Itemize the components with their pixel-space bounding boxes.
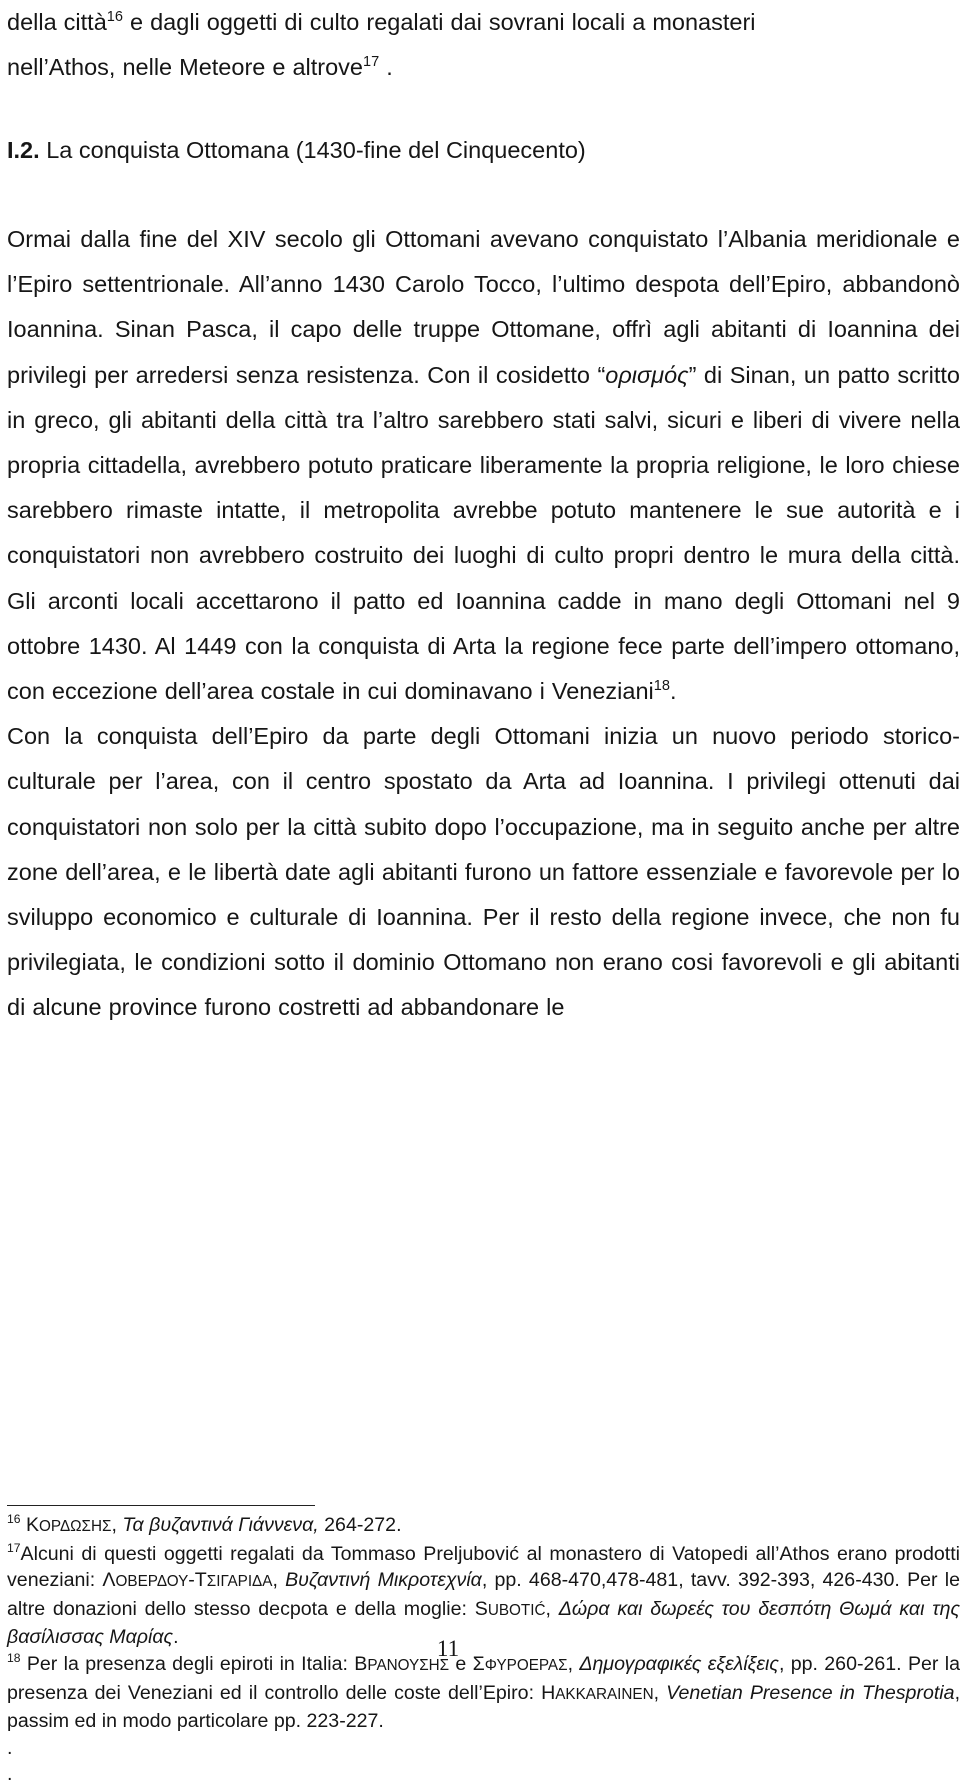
footnote-number: 17 [7,1541,21,1556]
page-number: 11 [436,1636,460,1661]
top-lines [7,0,960,90]
text-span: Per la presenza degli epiroti in Italia: Β [20,1652,368,1675]
text-span: nell’Athos, nelle Meteore e altrove [7,54,364,81]
text-span: e dagli oggetti di culto regalati dai sovrani locali a monasteri [122,9,756,35]
trailing-dot: . [7,1736,13,1759]
author-smallcaps: ΟΡΔΩΣΗΣ [39,1518,112,1535]
text-span: , pp. 260-261. Per la presenza dei Veneziani ed il controllo delle coste dell’Epiro: H [7,1652,960,1704]
footnote-number: 16 [7,1512,21,1527]
text-span: , [545,1597,559,1620]
main-text [7,217,960,1031]
section-number: I.2. [7,137,40,163]
author-smallcaps: ΦΥΡΟΕΡΑΣ [484,1656,568,1674]
text-span: . [173,1626,179,1649]
footnote-17 [7,1541,960,1651]
text-span: ” di Sinan, un patto scritto in greco, gli abitanti della città tra l’altro sarebbero stati salvi, sicuri e liberi di vivere nella propria cittadella, avrebbero potuto praticare liberamente la propria religione, le loro chiese sarebbero rimaste intatte, il metropolita avrebbe potuto mantenere le sue autorità e i conquistatori non avrebbero costruito dei luoghi di culto propri dentro le mura della città. Gli arconti locali accettarono il patto ed Ioannina cadde in mano degli Ottomani nel 9 ottobre 1430. Al 1449 con la conquista di Arta la regione fece parte dell’impero ottomano, con eccezione dell’area costale in cui dominavano i Veneziani [7,361,960,705]
work-title: Venetian Presence in Thesprotia [666,1681,955,1704]
section-title: La conquista Ottomana (1430-fine del Cinquecento) [39,137,586,163]
text-span: Κ [20,1514,40,1536]
work-title: Δώρα και δωρεές του δεσπότη Θωμά και της βασίλισσας Μαρίας [7,1597,960,1649]
text-span: Alcuni di questi oggetti regalati da Tommaso Preljubović al monastero di Vatopedi all’Athos erano prodotti veneziani: Λ [7,1542,960,1592]
text-span: 264-272. [318,1514,402,1536]
text-span: , passim ed in modo particolare pp. 223-227. [7,1681,960,1733]
author-smallcaps: AKKARAINEN [555,1685,654,1703]
footnote-number: 18 [7,1651,21,1666]
text-span: . [669,678,677,705]
trailing-dot: . [7,1763,13,1786]
text-span: , [653,1681,667,1704]
work-title: Τα βυζαντινά Γιάννενα, [122,1514,319,1536]
top-line-2 [7,45,960,90]
text-span: . [379,54,393,81]
text-span: , [567,1652,580,1675]
greek-term: ορισμός [605,361,689,388]
author-smallcaps: ΡΑΝΟΥΣΗΣ [367,1656,450,1674]
author-smallcaps: ΟΒΕΡΔΟΥ [115,1573,189,1591]
text-span: , [111,1514,123,1536]
text-span: -Τ [188,1569,207,1592]
footnote-18 [7,1651,960,1735]
text-span: , pp. 468-470,478-481, tavv. 392-393, 426-430. Per le altre donazioni dello stesso decpota e della moglie: S [7,1569,960,1620]
footnote-separator [7,1505,315,1506]
footnote-ref-17[interactable]: 17 [363,54,380,71]
work-title: Δημογραφικές εξελίξεις [579,1652,779,1675]
author-smallcaps: ΣΙΓΑΡΙΔΑ [206,1573,273,1591]
footnote-16 [7,1512,960,1541]
text-span: , [272,1569,286,1592]
section-heading [7,130,586,170]
footnote-ref-16[interactable]: 16 [106,8,123,25]
paragraph-1 [7,217,960,714]
text-span: della città [7,9,107,35]
work-title: Βυζαντινή Μικροτεχνία [285,1569,482,1592]
footnote-ref-18[interactable]: 18 [653,678,670,694]
paragraph-2: Con la conquista dell’Epiro da parte degli Ottomani inizia un nuovo periodo storico- culturale per l’area, con il centro spostato da Arta ad Ioannina. I privilegi ottenuti dai conquistatori non solo per la città subito dopo l’occupazione, ma in seguito anche per altre zone dell’area, e le libertà date agli abitanti furono un fattore essenziale e favorevole per lo sviluppo economico e culturale di Ioannina. Per il resto della regione invece, che non fu privilegiata, le condizioni sotto il dominio Ottomano non erano cosi favorevoli e gli abitanti di alcune province furono costretti ad abbandonare le [7,723,960,1021]
text-span: Ormai dalla fine del XIV secolo gli Ottomani avevano conquistato l’Albania meridionale e l’Epiro settentrionale. All’anno 1430 Carolo Tocco, l’ultimo despota dell’Epiro, abbandonò Ioannina. Sinan Pasca, il capo delle truppe Ottomane, offrì agli abitanti di Ioannina dei privilegi per arredersi senza resistenza. Con il cosidetto “ [7,226,960,388]
author-smallcaps: UBOTIĆ [487,1601,546,1619]
top-line-1 [7,0,960,45]
text-span: e Σ [449,1652,485,1675]
